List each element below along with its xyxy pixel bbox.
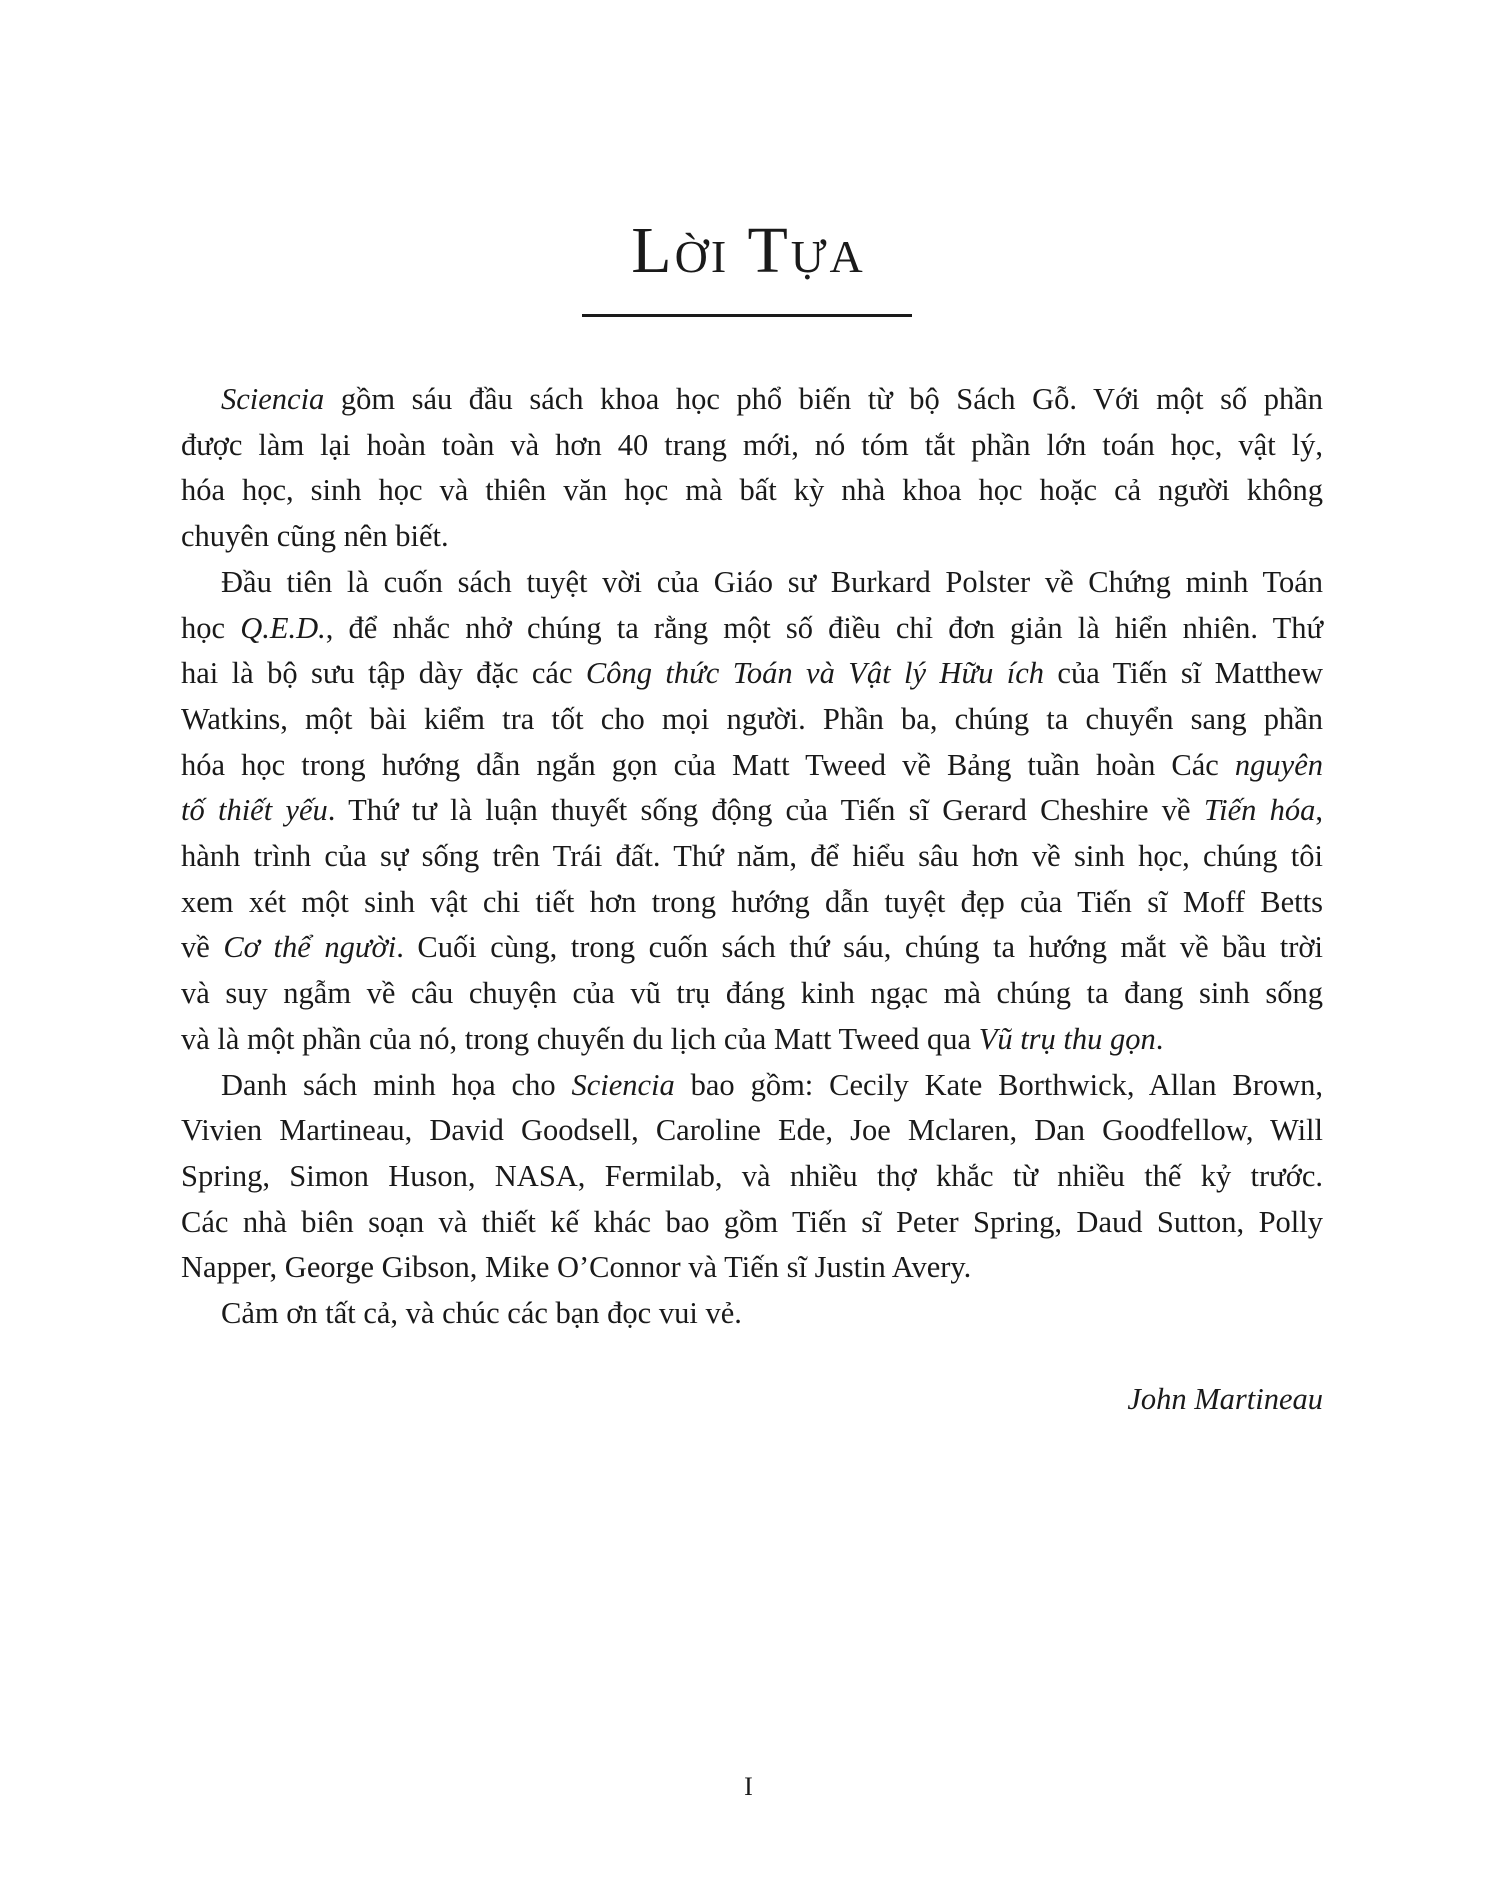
text-line xyxy=(181,468,1323,514)
text-run: Spring, Simon Huson, NASA, Fermilab, và nhiều thợ khắc từ nhiều thế kỷ trước. xyxy=(181,1158,1323,1193)
text-run: hóa học trong hướng dẫn ngắn gọn của Matt Tweed về Bảng tuần hoàn xyxy=(181,747,1172,782)
text-run: . Thứ tư là luận thuyết sống động của Tiến sĩ Gerard Cheshire về xyxy=(327,793,1204,828)
text-run: về xyxy=(181,930,224,965)
text-run: Napper, George Gibson, Mike O’Connor và Tiến sĩ Justin Avery. xyxy=(181,1250,972,1285)
text-run: học xyxy=(181,610,241,645)
text-run: hành trình của sự sống trên Trái đất. Thứ năm, để hiểu sâu hơn về sinh học, chúng tôi xyxy=(181,839,1323,874)
text-run: Các xyxy=(1171,747,1219,782)
title-underline xyxy=(582,314,912,317)
text-run: xem xét một sinh vật chi tiết hơn trong hướng dẫn tuyệt đẹp của Tiến sĩ Moff Betts xyxy=(181,884,1323,919)
page-number: I xyxy=(744,1772,753,1801)
text-run: hóa học, sinh học và thiên văn học mà bất kỳ nhà khoa học hoặc cả người không xyxy=(181,473,1323,508)
author-signature: John Martineau xyxy=(1127,1382,1323,1416)
text-run: . Cuối cùng, trong cuốn sách thứ sáu, chúng ta hướng mắt về bầu trời xyxy=(396,930,1323,965)
text-run: gồm sáu đầu sách khoa học phổ biến từ bộ Sách Gỗ. Với một số phần xyxy=(324,382,1323,416)
text-line xyxy=(181,651,1323,697)
text-run: Danh sách minh họa cho xyxy=(221,1067,572,1102)
text-line xyxy=(181,834,1323,880)
italic-text-run: Sciencia xyxy=(221,382,325,416)
italic-text-run: Sciencia xyxy=(571,1067,675,1102)
text-run: Các nhà biên soạn và thiết kế khác bao gồm Tiến sĩ Peter Spring, Daud Sutton, Polly xyxy=(181,1204,1323,1239)
text-run: chuyên cũng nên biết. xyxy=(181,519,449,554)
text-line xyxy=(181,423,1323,469)
text-line xyxy=(181,925,1323,971)
text-line xyxy=(181,788,1323,834)
text-line xyxy=(181,971,1323,1017)
page-title: Lời Tựa xyxy=(631,214,866,287)
italic-text-run: Q.E.D. xyxy=(240,610,326,645)
preface-body xyxy=(181,377,1323,1337)
text-line xyxy=(181,1245,1323,1291)
text-run: của Tiến sĩ Matthew xyxy=(1044,656,1323,691)
italic-text-run: Cơ thể người xyxy=(223,930,397,965)
text-line xyxy=(181,1291,1323,1337)
paragraph-intro xyxy=(181,377,1323,560)
text-line xyxy=(181,514,1323,560)
italic-text-run: Vũ trụ thu gọn xyxy=(978,1021,1156,1056)
text-run: Watkins, một bài kiểm tra tốt cho mọi người. Phần ba, chúng ta chuyển sang phần xyxy=(181,701,1323,736)
text-run: Cảm ơn tất cả, và chúc các bạn đọc vui vẻ. xyxy=(221,1296,742,1331)
text-line xyxy=(181,1200,1323,1246)
italic-text-run: Tiến hóa xyxy=(1203,793,1316,828)
text-run: và là một phần của nó, trong chuyến du lịch của Matt Tweed qua xyxy=(181,1021,979,1056)
text-line xyxy=(181,606,1323,652)
text-run: , để nhắc nhở chúng ta rằng một số điều chỉ đơn giản là hiển nhiên. Thứ xyxy=(325,610,1323,645)
text-run: hai là bộ sưu tập dày đặc các xyxy=(181,656,586,691)
text-run: , xyxy=(1315,793,1323,828)
italic-text-run: nguyên xyxy=(1218,747,1323,782)
text-run: và suy ngẫm về câu chuyện của vũ trụ đáng kinh ngạc mà chúng ta đang sinh sống xyxy=(181,976,1323,1011)
text-run: . xyxy=(1155,1021,1164,1056)
text-line xyxy=(181,1154,1323,1200)
text-line xyxy=(181,697,1323,743)
text-line xyxy=(181,1017,1323,1063)
text-run: Vivien Martineau, David Goodsell, Caroline Ede, Joe Mclaren, Dan Goodfellow, Will xyxy=(181,1113,1323,1148)
text-run: được làm lại hoàn toàn và hơn 40 trang mới, nó tóm tắt phần lớn toán học, vật lý, xyxy=(181,427,1323,462)
text-line xyxy=(181,377,1323,423)
text-line xyxy=(181,880,1323,926)
paragraph-credits xyxy=(181,1063,1323,1292)
text-run: bao gồm: Cecily Kate Borthwick, Allan Brown, xyxy=(674,1067,1323,1102)
italic-text-run: tố thiết yếu xyxy=(181,793,328,828)
paragraph-thanks xyxy=(181,1291,1323,1337)
paragraph-books xyxy=(181,560,1323,1063)
italic-text-run: Công thức Toán và Vật lý Hữu ích xyxy=(585,656,1044,691)
text-line xyxy=(181,1063,1323,1109)
text-line xyxy=(181,560,1323,606)
text-line xyxy=(181,743,1323,789)
text-run: Đầu tiên là cuốn sách tuyệt vời của Giáo sư Burkard Polster về Chứng minh Toán xyxy=(221,564,1323,599)
text-line xyxy=(181,1108,1323,1154)
